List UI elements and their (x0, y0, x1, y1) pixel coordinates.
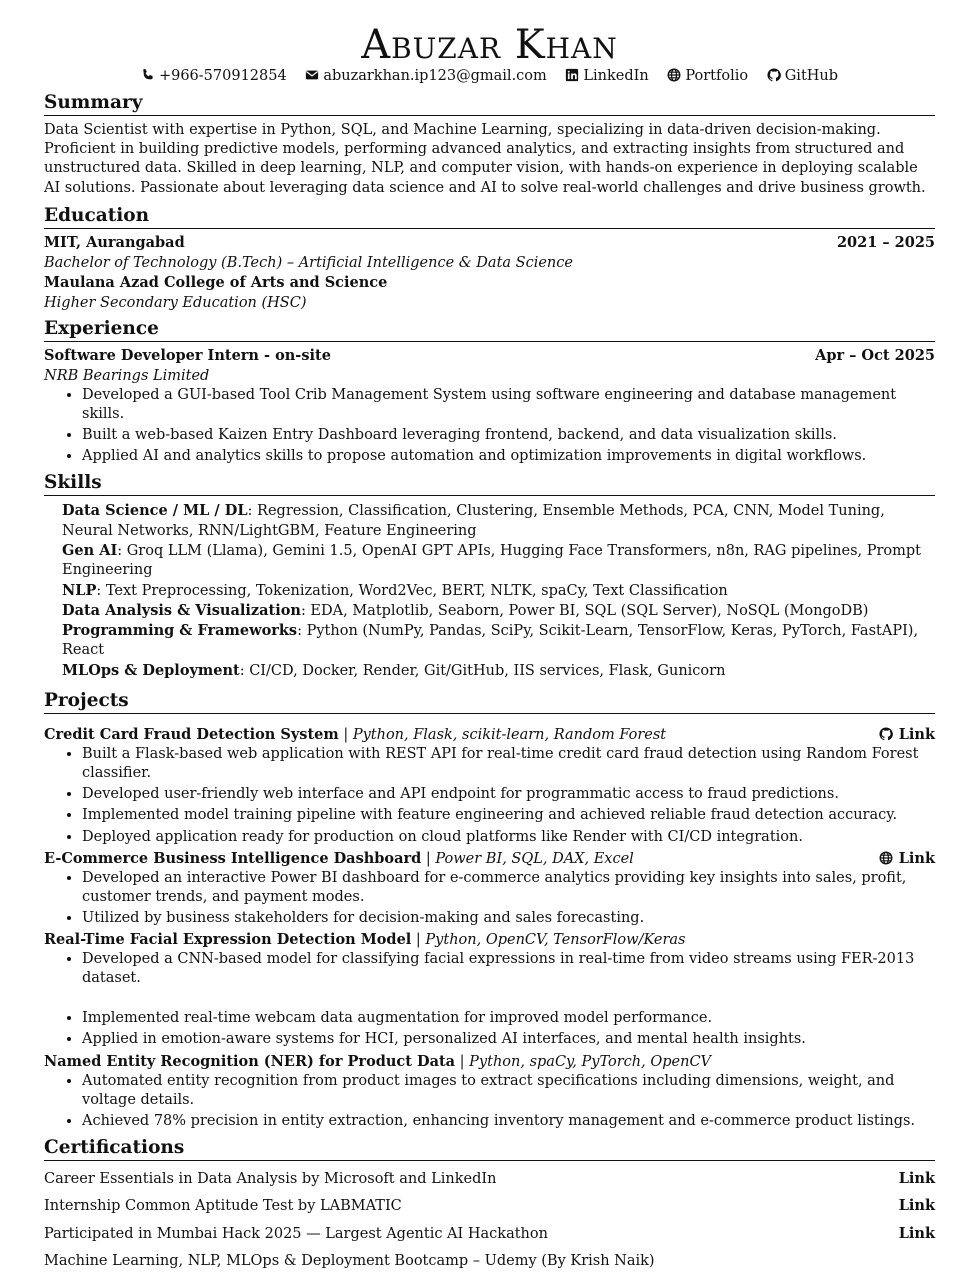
project-item (44, 1052, 935, 1131)
experience-bullets (44, 386, 935, 466)
education-list (44, 233, 935, 313)
school-name: MIT, Aurangabad (44, 233, 185, 251)
skill-row (62, 541, 935, 581)
degree-text: Bachelor of Technology (B.Tech) – Artificial Intelligence & Data Science (44, 254, 573, 271)
skill-label: Programming & Frameworks (62, 622, 298, 640)
skill-text: : Regression, Classification, Clustering, Ensemble Methods, PCA, CNN, Model Tuning, Neural Networks, RNN/LightGBM, Feature Engineering (62, 503, 885, 539)
github-icon (879, 727, 893, 741)
skill-row (62, 601, 935, 621)
list-item: • Developed an interactive Power BI dashboard for e-commerce analytics providing key insights into sales, profit, customer trends, and payment modes. (82, 869, 935, 907)
globe-icon (879, 851, 893, 865)
certification-text: Participated in Mumbai Hack 2025 — Largest Agentic AI Hackathon (44, 1225, 548, 1242)
school-name: Maulana Azad College of Arts and Science (44, 273, 388, 291)
list-item: • Applied in emotion-aware systems for HCI, personalized AI interfaces, and mental health insights. (82, 1030, 935, 1049)
skill-text: : Text Preprocessing, Tokenization, Word2Vec, BERT, NLTK, spaCy, Text Classification (96, 582, 728, 599)
skill-label: MLOps & Deployment (62, 661, 240, 679)
list-item: • Developed user-friendly web interface and API endpoint for programmatic access to fraud predictions. (82, 785, 935, 804)
linkedin-icon (565, 68, 579, 82)
skill-label: Data Science / ML / DL (62, 502, 248, 520)
certifications-list (44, 1169, 935, 1272)
skill-label: Gen AI (62, 541, 118, 559)
separator: | (455, 1053, 470, 1070)
project-name: Credit Card Fraud Detection System (44, 726, 339, 744)
section-title-experience: Experience (44, 314, 935, 342)
link-text: Link (898, 849, 935, 867)
education-item (44, 273, 935, 293)
phone-icon (141, 68, 155, 82)
project-link[interactable] (879, 849, 935, 869)
company-name: NRB Bearings Limited (44, 367, 210, 384)
section-title-education: Education (44, 201, 935, 229)
skill-text: : Groq LLM (Llama), Gemini 1.5, OpenAI GPT APIs, Hugging Face Transformers, n8n, RAG pipelines, Prompt Engineering (62, 542, 922, 579)
project-link[interactable] (879, 725, 935, 745)
skill-text: : Python (NumPy, Pandas, SciPy, Scikit-Learn, TensorFlow, Keras, PyTorch, FastAPI), React (62, 623, 919, 659)
project-tech: Python, spaCy, PyTorch, OpenCV (469, 1053, 712, 1070)
project-name: Real-Time Facial Expression Detection Model (44, 931, 412, 949)
project-tech: Python, OpenCV, TensorFlow/Keras (425, 932, 686, 949)
skill-row (62, 621, 935, 661)
certification-item (44, 1224, 935, 1244)
project-item (44, 849, 935, 928)
job-dates: Apr – Oct 2025 (815, 346, 935, 364)
linkedin-text: LinkedIn (583, 68, 649, 84)
list-item: • Deployed application ready for production on cloud platforms like Render with CI/CD integration. (82, 828, 935, 847)
certification-text: Internship Common Aptitude Test by LABMATIC (44, 1198, 402, 1215)
skill-row (62, 501, 935, 541)
separator: | (421, 850, 436, 867)
list-item: • Automated entity recognition from product images to extract specifications including dimensions, weight, and voltage details. (82, 1072, 935, 1110)
email-contact[interactable] (305, 66, 546, 86)
github-text: GitHub (784, 68, 839, 84)
certification-item (44, 1169, 935, 1189)
globe-icon (667, 68, 681, 82)
skill-text: : CI/CD, Docker, Render, Git/GitHub, IIS services, Flask, Gunicorn (239, 662, 726, 679)
skill-label: Data Analysis & Visualization (62, 601, 301, 619)
certification-link[interactable]: Link (898, 1169, 935, 1187)
list-item: • Developed a GUI-based Tool Crib Management System using software engineering and database management skills. (82, 386, 935, 424)
skill-row (62, 581, 935, 601)
skills-list (44, 501, 935, 681)
contact-bar (44, 66, 935, 88)
separator: | (338, 727, 353, 744)
summary-text: Data Scientist with expertise in Python, SQL, and Machine Learning, specializing in data-driven decision-making. Proficient in building predictive models, performing advanced analytics, and extracting insights from structured and unstructured data. Skilled in deep learning, NLP, and computer vision, with hands-on experience in deploying scalable AI solutions. Passionate about leveraging data science and AI to solve real-world challenges and drive business growth. (44, 122, 926, 196)
list-item: • Developed a CNN-based model for classifying facial expressions in real-time from video streams using FER-2013 dataset. (82, 950, 935, 988)
phone-text: +966-570912854 (158, 68, 287, 84)
project-item (44, 725, 935, 847)
certification-item (44, 1251, 935, 1271)
candidate-name: Abuzar Khan (361, 22, 618, 68)
section-title-skills: Skills (44, 468, 935, 496)
list-item: • Utilized by business stakeholders for decision-making and sales forecasting. (82, 909, 935, 928)
section-title-certifications: Certifications (44, 1133, 935, 1161)
separator: | (411, 932, 426, 949)
certification-text: Career Essentials in Data Analysis by Microsoft and LinkedIn (44, 1170, 497, 1187)
education-item (44, 233, 935, 253)
section-title-projects: Projects (44, 686, 935, 714)
project-name: E-Commerce Business Intelligence Dashboard (44, 849, 422, 867)
list-item: • Built a web-based Kaizen Entry Dashboard leveraging frontend, backend, and data visualization skills. (82, 426, 935, 445)
job-role: Software Developer Intern - on-site (44, 346, 331, 364)
certification-text: Machine Learning, NLP, MLOps & Deployment Bootcamp – Udemy (By Krish Naik) (44, 1253, 655, 1270)
experience-item (44, 346, 935, 466)
list-item: • Implemented real-time webcam data augmentation for improved model performance. (82, 1009, 935, 1028)
portfolio-link[interactable] (667, 66, 748, 86)
email-text: abuzarkhan.ip123@gmail.com (323, 68, 547, 84)
envelope-icon (305, 68, 319, 82)
skill-label: NLP (62, 581, 97, 599)
github-link[interactable] (767, 66, 838, 86)
phone-contact[interactable] (141, 66, 287, 86)
link-text: Link (898, 726, 935, 744)
linkedin-link[interactable] (565, 66, 648, 86)
project-name: Named Entity Recognition (NER) for Product Data (44, 1052, 456, 1070)
list-item: • Achieved 78% precision in entity extraction, enhancing inventory management and e-commerce product listings. (82, 1112, 935, 1131)
resume-page (44, 22, 935, 1279)
project-item (44, 930, 935, 1049)
skill-row (62, 661, 935, 681)
education-dates: 2021 – 2025 (836, 233, 935, 251)
degree-text: Higher Secondary Education (HSC) (44, 294, 307, 311)
certification-link[interactable]: Link (898, 1197, 935, 1215)
projects-list (44, 725, 935, 1131)
certification-item (44, 1196, 935, 1216)
portfolio-text: Portfolio (685, 68, 749, 84)
list-item: • Implemented model training pipeline with feature engineering and achieved reliable fraud detection accuracy. (82, 806, 935, 825)
project-tech: Power BI, SQL, DAX, Excel (435, 850, 634, 867)
project-tech: Python, Flask, scikit-learn, Random Forest (352, 727, 667, 744)
list-item: • Applied AI and analytics skills to propose automation and optimization improvements in digital workflows. (82, 447, 935, 466)
section-title-summary: Summary (44, 88, 935, 116)
list-item: • Built a Flask-based web application with REST API for real-time credit card fraud detection using Random Forest classifier. (82, 745, 935, 783)
github-icon (767, 68, 781, 82)
certification-link[interactable]: Link (898, 1224, 935, 1242)
skill-text: : EDA, Matplotlib, Seaborn, Power BI, SQL (SQL Server), NoSQL (MongoDB) (300, 602, 869, 619)
